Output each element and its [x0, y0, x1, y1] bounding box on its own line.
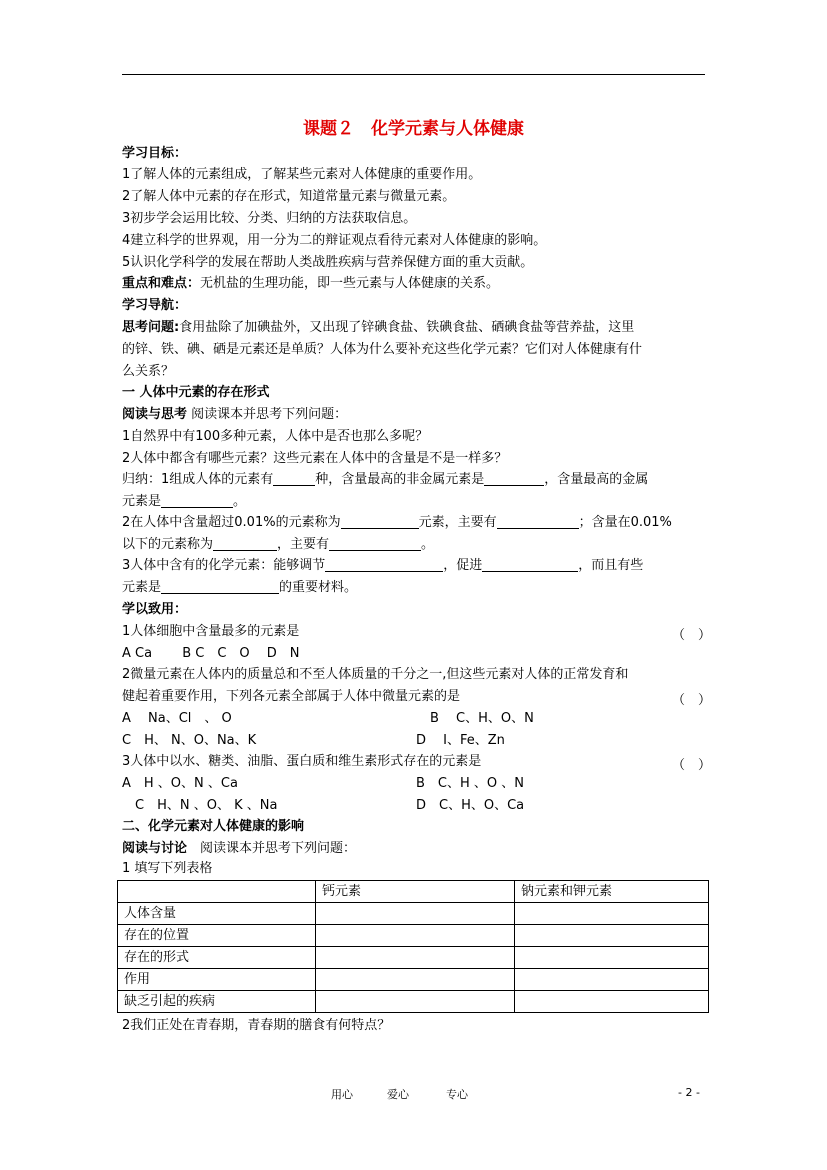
summary-line [122, 558, 643, 574]
quiz-option: B C、H 、O 、N [416, 776, 524, 791]
summary-text: 的重要材料。 [279, 580, 358, 595]
table-cell[interactable] [515, 947, 709, 969]
summary-line [122, 472, 648, 488]
summary-text: 元素，主要有 [418, 515, 497, 530]
header-rule [122, 74, 705, 75]
quiz-option: C H、N 、O、 K 、Na [122, 798, 278, 813]
footer-text: 专心 [446, 1088, 468, 1101]
objective-item: 2了解人体中元素的存在形式，知道常量元素与微量元素。 [122, 189, 456, 204]
summary-line [122, 494, 246, 510]
reading-label: 阅读与思考 [122, 407, 188, 422]
fill-blank[interactable] [213, 537, 277, 551]
summary-text: 。 [421, 537, 435, 552]
table-header-cell: 钠元素和钾元素 [515, 881, 709, 903]
table-header-cell: 钙元素 [316, 881, 515, 903]
key-text: 无机盐的生理功能，即一些元素与人体健康的关系。 [200, 276, 500, 291]
row-label: 存在的位置 [118, 925, 316, 947]
summary-line [122, 537, 434, 553]
table-cell[interactable] [316, 969, 515, 991]
apply-heading: 学以致用： [122, 602, 188, 617]
section1-heading: 一 人体中元素的存在形式 [122, 385, 270, 400]
answer-paren[interactable]: （ ） [672, 758, 712, 773]
quiz-option: B C、H、O、N [430, 711, 534, 726]
table-cell[interactable] [515, 969, 709, 991]
summary-text: 元素是 [122, 494, 162, 509]
summary-text: 元素是 [122, 580, 162, 595]
quiz-options: A Ca B C C O D N [122, 646, 300, 661]
summary-text: 2在人体中含量超过0.01%的元素称为 [122, 515, 341, 530]
summary-text: ，而且有些 [578, 558, 644, 573]
row-label: 人体含量 [118, 903, 316, 925]
fill-blank[interactable] [482, 558, 578, 572]
answer-paren[interactable]: （ ） [672, 628, 712, 643]
discuss-question: 2我们正处在青春期，青春期的膳食有何特点？ [122, 1018, 391, 1033]
reading-text: 阅读课本并思考下列问题： [187, 841, 357, 856]
guide-heading: 学习导航： [122, 298, 188, 313]
summary-text: ，主要有 [277, 537, 330, 552]
quiz-option: A Na、Cl 、 O [122, 711, 232, 726]
page-number: - 2 - [678, 1086, 700, 1099]
quiz-option: D C、H、O、Ca [416, 798, 525, 813]
table-cell[interactable] [515, 925, 709, 947]
page-title: 课题２ 化学元素与人体健康 [303, 119, 524, 139]
footer-text: 爱心 [387, 1088, 409, 1101]
objectives-heading: 学习目标： [122, 146, 188, 161]
fill-blank[interactable] [497, 515, 579, 529]
summary-line [122, 580, 357, 596]
fill-blank[interactable] [341, 515, 419, 529]
table-row [118, 991, 709, 1013]
fill-blank[interactable] [329, 537, 421, 551]
element-table [117, 880, 709, 1013]
think-question: 2人体中都含有哪些元素？这些元素在人体中的含量是不是一样多？ [122, 451, 508, 466]
table-cell[interactable] [515, 991, 709, 1013]
summary-text: 。 [233, 494, 247, 509]
summary-text: 以下的元素称为 [122, 537, 214, 552]
row-label: 存在的形式 [118, 947, 316, 969]
fill-blank[interactable] [161, 580, 279, 594]
row-label: 作用 [118, 969, 316, 991]
table-row [118, 925, 709, 947]
table-cell[interactable] [316, 925, 515, 947]
fill-blank[interactable] [484, 472, 544, 486]
quiz-option: C H、 N、O、Na、K [122, 733, 257, 748]
quiz-question: 健起着重要作用，下列各元素全部属于人体中微量元素的是 [122, 689, 461, 704]
summary-text: 种，含量最高的非金属元素是 [315, 472, 485, 487]
summary-text: ，含量最高的金属 [544, 472, 649, 487]
table-header-row [118, 881, 709, 903]
answer-paren[interactable]: （ ） [672, 693, 712, 708]
question-line: 么关系？ [122, 364, 175, 379]
fill-blank[interactable] [161, 494, 233, 508]
objective-item: 3初步学会运用比较、分类、归纳的方法获取信息。 [122, 211, 417, 226]
fill-instruction: 1 填写下列表格 [122, 861, 213, 876]
think-question: 1自然界中有100多种元素，人体中是否也那么多呢？ [122, 429, 429, 444]
summary-line [122, 515, 672, 531]
table-cell[interactable] [316, 947, 515, 969]
quiz-question: 1人体细胞中含量最多的元素是 [122, 624, 300, 639]
question-line [122, 320, 634, 336]
question-line: 的锌、铁、碘、硒是元素还是单质？人体为什么要补充这些化学元素？它们对人体健康有什 [122, 342, 643, 357]
fill-blank[interactable] [325, 558, 443, 572]
question-label: 思考问题: [122, 320, 180, 335]
reading-think [122, 407, 347, 423]
fill-blank[interactable] [273, 472, 315, 486]
summary-text: ，促进 [443, 558, 483, 573]
key-label: 重点和难点： [122, 276, 201, 291]
section2-heading: 二、化学元素对人体健康的影响 [122, 819, 305, 834]
reading-discuss [122, 841, 356, 857]
objective-item: 4建立科学的世界观，用一分为二的辩证观点看待元素对人体健康的影响。 [122, 233, 547, 248]
footer-text: 用心 [331, 1088, 353, 1101]
key-difficulty [122, 276, 499, 292]
table-header-cell [118, 881, 316, 903]
table-cell[interactable] [316, 903, 515, 925]
quiz-option: A H 、O、N 、Ca [122, 776, 238, 791]
reading-label: 阅读与讨论 [122, 841, 188, 856]
table-row [118, 903, 709, 925]
objective-item: 5认识化学科学的发展在帮助人类战胜疾病与营养保健方面的重大贡献。 [122, 255, 534, 270]
summary-text: 归纳：1组成人体的元素有 [122, 472, 274, 487]
table-cell[interactable] [316, 991, 515, 1013]
quiz-question: 2微量元素在人体内的质量总和不至人体质量的千分之一,但这些元素对人体的正常发育和 [122, 667, 629, 682]
quiz-question: 3人体中以水、糖类、油脂、蛋白质和维生素形式存在的元素是 [122, 754, 482, 769]
table-row [118, 947, 709, 969]
summary-text: 3人体中含有的化学元素：能够调节 [122, 558, 326, 573]
objective-item: 1了解人体的元素组成，了解某些元素对人体健康的重要作用。 [122, 167, 482, 182]
reading-text: 阅读课本并思考下列问题： [187, 407, 348, 422]
quiz-option: D I、Fe、Zn [416, 733, 505, 748]
row-label: 缺乏引起的疾病 [118, 991, 316, 1013]
summary-text: ；含量在0.01% [578, 515, 672, 530]
table-cell[interactable] [515, 903, 709, 925]
question-text: 食用盐除了加碘盐外，又出现了锌碘食盐、铁碘食盐、硒碘食盐等营养盐，这里 [179, 320, 635, 335]
table-row [118, 969, 709, 991]
